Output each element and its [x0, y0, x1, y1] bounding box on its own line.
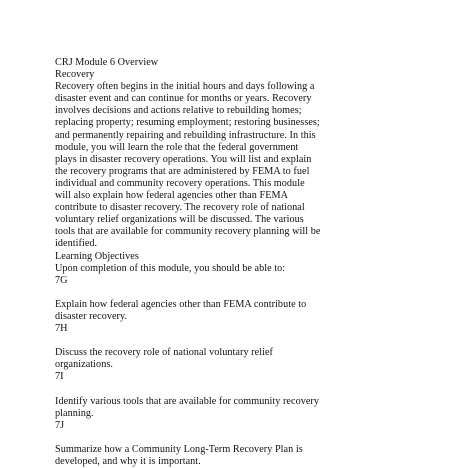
objective-code: 7I [55, 371, 64, 383]
document-body [55, 57, 400, 468]
intro-line: voluntary relief organizations will be discussed. The various [55, 214, 304, 226]
spacer [55, 384, 400, 396]
intro-line: tools that are available for community recovery planning will be [55, 226, 321, 238]
intro-line: individual and community recovery operations. This module [55, 177, 305, 189]
objective-code: 7G [55, 274, 68, 286]
objective-text: Explain how federal agencies other than FEMA contribute to [55, 298, 307, 310]
objective-text: developed, and why it is important. [55, 456, 201, 468]
intro-line: will also explain how federal agencies other than FEMA [55, 190, 288, 202]
objectives-intro: Upon completion of this module, you should be able to: [55, 262, 286, 274]
objective-text: disaster recovery. [55, 310, 128, 322]
section-heading: Recovery [55, 69, 95, 81]
objective-text: organizations. [55, 359, 113, 371]
objective-7j [55, 420, 400, 468]
document-title: CRJ Module 6 Overview [55, 57, 159, 68]
spacer [55, 432, 400, 444]
intro-paragraph [55, 81, 400, 250]
objective-text: planning. [55, 407, 94, 419]
intro-line: and permanently repairing and rebuilding infrastructure. In this [55, 129, 316, 141]
objectives-heading: Learning Objectives [55, 250, 139, 262]
objective-7g [55, 275, 400, 323]
intro-line: plays in disaster recovery operations. You will list and explain [55, 153, 312, 165]
objective-7h [55, 323, 400, 371]
intro-line: involves decisions and actions relative to rebuilding homes; [55, 105, 302, 117]
intro-line: identified. [55, 238, 98, 250]
spacer [55, 287, 400, 299]
intro-line: replacing property; resuming employment; restoring businesses; [55, 117, 320, 129]
objective-code: 7J [55, 419, 65, 431]
intro-line: module, you will learn the role that the federal government [55, 141, 299, 153]
objective-text: Discuss the recovery role of national voluntary relief [55, 347, 273, 359]
objective-text: Identify various tools that are available for community recovery [55, 395, 320, 407]
intro-line: disaster event and can continue for months or years. Recovery [55, 93, 312, 105]
intro-line: Recovery often begins in the initial hours and days following a [55, 81, 315, 93]
objective-code: 7H [55, 323, 68, 335]
objective-7i [55, 371, 400, 419]
intro-line: contribute to disaster recovery. The recovery role of national [55, 202, 305, 214]
spacer [55, 335, 400, 347]
objective-text: Summarize how a Community Long-Term Recovery Plan is [55, 444, 303, 455]
intro-line: the recovery programs that are administered by FEMA to fuel [55, 165, 310, 177]
